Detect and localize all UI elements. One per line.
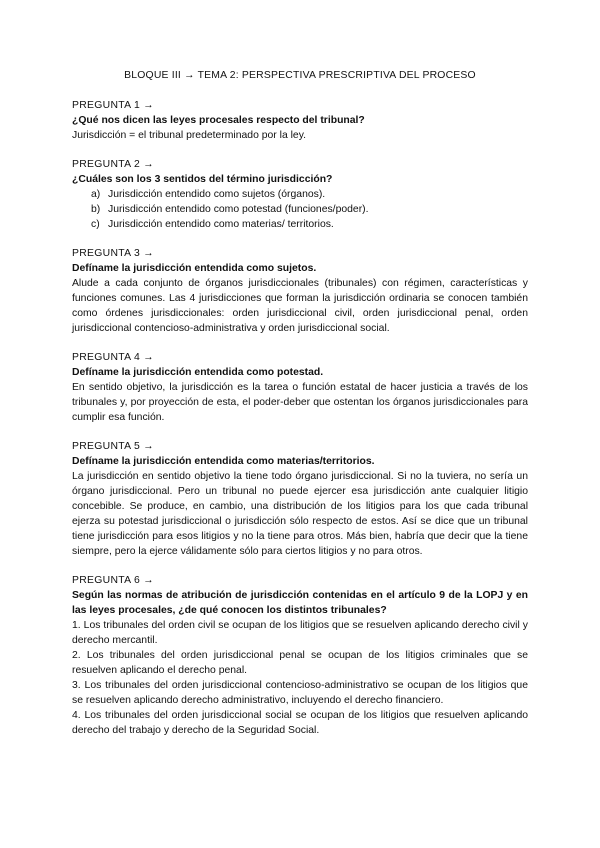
list-marker: a) bbox=[91, 189, 101, 200]
list-item-text: Jurisdicción entendido como sujetos (órganos). bbox=[108, 189, 326, 200]
question-title: Defíname la jurisdicción entendida como potestad. bbox=[72, 367, 324, 378]
question-title: ¿Qué nos dicen las leyes procesales respecto del tribunal? bbox=[72, 115, 365, 126]
question-label: PREGUNTA 1 → bbox=[72, 100, 154, 111]
answer-paragraph: 2. Los tribunales del orden jurisdiccional penal se ocupan de los litigios criminales que se resuelven aplicando el derecho penal. bbox=[72, 650, 528, 676]
question-2 bbox=[72, 157, 528, 232]
answer-paragraph: 3. Los tribunales del orden jurisdiccional contencioso-administrativo se ocupan de los litigios que se resuelven aplicando derecho administrativo, incluyendo el derecho financiero. bbox=[72, 680, 528, 706]
answer-paragraph: 4. Los tribunales del orden jurisdiccional social se ocupan de los litigios que resuelven aplicando derecho del trabajo y derecho de la Seguridad Social. bbox=[72, 710, 528, 736]
question-label: PREGUNTA 2 → bbox=[72, 159, 154, 170]
question-6 bbox=[72, 573, 528, 738]
list-item bbox=[91, 202, 528, 217]
question-title: Defíname la jurisdicción entendida como sujetos. bbox=[72, 263, 317, 274]
question-title: Defíname la jurisdicción entendida como materias/territorios. bbox=[72, 456, 375, 467]
question-label: PREGUNTA 4 → bbox=[72, 352, 154, 363]
question-title: ¿Cuáles son los 3 sentidos del término jurisdicción? bbox=[72, 174, 333, 185]
list-item bbox=[91, 187, 528, 202]
answer-text: En sentido objetivo, la jurisdicción es la tarea o función estatal de hacer justicia a través de los tribunales y, por proyección de esta, el poder-deber que ostentan los órganos jurisdiccionales para cumplir esa función. bbox=[72, 382, 528, 423]
answer-list bbox=[72, 187, 528, 232]
question-title: Según las normas de atribución de jurisdicción contenidas en el artículo 9 de la LOPJ y en las leyes procesales, ¿de qué conocen los distintos tribunales? bbox=[72, 590, 528, 616]
question-label: PREGUNTA 3 → bbox=[72, 248, 154, 259]
answer-text: Alude a cada conjunto de órganos jurisdiccionales (tribunales) con régimen, características y funciones comunes. Las 4 jurisdicciones que forman la jurisdicción ordinaria se conocen también como órdenes jurisdiccionales: orden jurisdiccional civil, orden jurisdiccional penal, orden jurisdiccional contencioso-administrativa y orden jurisdiccional social. bbox=[72, 278, 528, 334]
list-item bbox=[91, 217, 528, 232]
list-item-text: Jurisdicción entendido como potestad (funciones/poder). bbox=[108, 204, 369, 215]
question-label: PREGUNTA 6 → bbox=[72, 575, 154, 586]
list-item-text: Jurisdicción entendido como materias/ territorios. bbox=[108, 219, 334, 230]
document-title: BLOQUE III → TEMA 2: PERSPECTIVA PRESCRIPTIVA DEL PROCESO bbox=[124, 70, 476, 81]
document-page bbox=[72, 68, 528, 752]
question-label: PREGUNTA 5 → bbox=[72, 441, 154, 452]
answer-paragraph: 1. Los tribunales del orden civil se ocupan de los litigios que se resuelven aplicando derecho civil y derecho mercantil. bbox=[72, 620, 528, 646]
answer-text: La jurisdicción en sentido objetivo la tiene todo órgano jurisdiccional. Si no la tuviera, no sería un órgano jurisdiccional. Pero un tribunal no puede ejercer esa jurisdicción ante cualquier litigio concebible. Se produce, en cambio, una distribución de los litigios para los que cada tribunal ejerza su potestad jurisdiccional o jurisdicción sólo respecto de estos. Así se dice que un tribunal tiene jurisdicción para esos litigios y no la tiene para otros. Más bien, habría que decir que la tiene siempre, pero la ejerce válidamente sólo para ciertos litigios y no para otros. bbox=[72, 471, 528, 557]
list-marker: b) bbox=[91, 204, 101, 215]
answer-text: Jurisdicción = el tribunal predeterminado por la ley. bbox=[72, 130, 307, 141]
question-4 bbox=[72, 350, 528, 425]
question-3 bbox=[72, 246, 528, 336]
question-5 bbox=[72, 439, 528, 559]
question-1 bbox=[72, 98, 528, 143]
list-marker: c) bbox=[91, 219, 100, 230]
